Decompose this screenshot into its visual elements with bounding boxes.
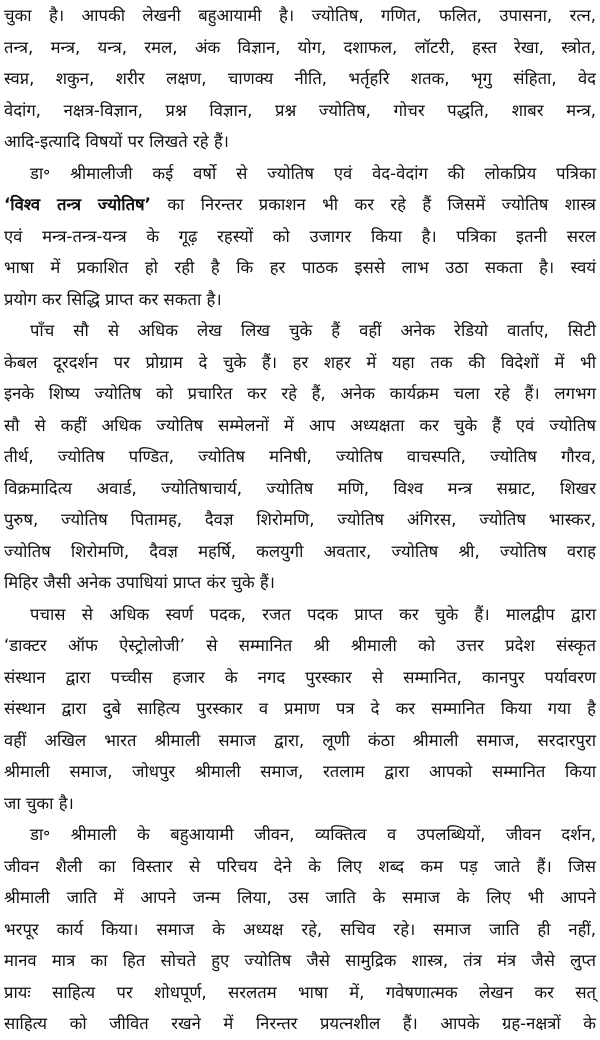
text-line: सौ से कहीं अधिक ज्योतिष सम्मेलनों में आप अध्यक्षता कर चुके हैं एवं ज्योतिष <box>4 415 596 435</box>
document-page <box>4 0 596 1033</box>
text-line: जा चुका है। <box>4 793 74 813</box>
text-line: मानव मात्र का हित सोचते हुए ज्योतिष जैसे सामुद्रिक शास्त्र, तंत्र मंत्र जैसे लुप्त <box>4 951 596 970</box>
text-line: संस्थान द्वारा दुबे साहित्य पुरस्कार व प्रमाण पत्र दे कर सम्मानित किया गया है <box>4 699 596 718</box>
paragraph-1 <box>4 0 596 158</box>
text-line-rest: का निरन्तर प्रकाशन भी कर रहे हैं जिसमें ज्योतिष शास्त्र <box>167 195 596 214</box>
text-line-with-title <box>4 189 596 221</box>
text-line: जीवन शैली का विस्तार से परिचय देने के लिए शब्द कम पड़ जाते हैं। जिस <box>4 856 596 876</box>
text-line: इनके शिष्य ज्योतिष को प्रचारित कर रहे हैं, अनेक कार्यक्रम चला रहे हैं। लगभग <box>4 384 596 403</box>
text-line: प्रायः साहित्य पर शोधपूर्ण, सरलतम भाषा में, गवेषणात्मक लेखन कर सत् <box>4 982 596 1002</box>
text-line: प्रयोग कर सिद्धि प्राप्त कर सकता है। <box>4 289 222 309</box>
text-line: विक्रमादित्य अवार्ड, ज्योतिषाचार्य, ज्योतिष मणि, विश्व मन्त्र सम्राट, शिखर <box>4 478 596 498</box>
text-line: पचास से अधिक स्वर्ण पदक, रजत पदक प्राप्त कर चुके हैं। मालद्वीप द्वारा <box>30 604 596 624</box>
text-line: डा॰ श्रीमाली के बहुआयामी जीवन, व्यक्तित्व व उपलब्धियों, जीवन दर्शन, <box>30 825 596 844</box>
paragraph-5 <box>4 819 596 1040</box>
text-line: श्रीमाली समाज, जोधपुर श्रीमाली समाज, रतलाम द्वारा आपको सम्मानित किया <box>4 762 596 781</box>
text-line: स्वप्न, शकुन, शरीर लक्षण, चाणक्य नीति, भर्तृहरि शतक, भृगु संहिता, वेद <box>4 69 596 88</box>
text-line: पाँच सौ से अधिक लेख लिख चुके हैं वहीं अनेक रेडियो वार्ताए, सिटी <box>30 321 596 340</box>
text-line: ज्योतिष शिरोमणि, दैवज्ञ महर्षि, कलयुगी अवतार, ज्योतिष श्री, ज्योतिष वराह <box>4 541 596 561</box>
paragraph-4 <box>4 599 596 820</box>
text-line: चुका है। आपकी लेखनी बहुआयामी है। ज्योतिष, गणित, फलित, उपासना, रत्न, <box>4 6 596 25</box>
magazine-title: ‘विश्व तन्त्र ज्योतिष’ <box>4 195 151 214</box>
text-line: श्रीमाली जाति में आपने जन्म लिया, उस जाति के समाज के लिए भी आपने <box>4 888 596 907</box>
text-line: संस्थान द्वारा पच्चीस हजार के नगद पुरस्कार से सम्मानित, कानपुर पर्यावरण <box>4 667 596 687</box>
text-line: आदि-इत्यादि विषयों पर लिखते रहे हैं। <box>4 132 229 151</box>
text-line: वेदांग, नक्षत्र-विज्ञान, प्रश्न विज्ञान, प्रश्न ज्योतिष, गोचर पद्धति, शाबर मन्त्र, <box>4 100 596 120</box>
text-line: डा॰ श्रीमालीजी कई वर्षो से ज्योतिष एवं वेद-वेदांग की लोकप्रिय पत्रिका <box>30 163 596 183</box>
text-line: साहित्य को जीवित रखने में निरन्तर प्रयत्नशील हैं। आपके ग्रह-नक्षत्रों के <box>4 1014 596 1033</box>
text-line: एवं मन्त्र-तन्त्र-यन्त्र के गूढ़ रहस्यों को उजागर किया है। पत्रिका इतनी सरल <box>4 226 596 246</box>
text-line: ‘डाक्टर ऑफ ऐस्ट्रोलोजी’ से सम्मानित श्री श्रीमाली को उत्तर प्रदेश संस्कृत <box>4 636 596 655</box>
text-line: वहीं अखिल भारत श्रीमाली समाज द्वारा, लूणी कंठा श्रीमाली समाज, सरदारपुरा <box>4 730 596 750</box>
paragraph-2 <box>4 158 596 316</box>
text-line: तीर्थ, ज्योतिष पण्डित, ज्योतिष मनिषी, ज्योतिष वाचस्पति, ज्योतिष गौरव, <box>4 447 596 466</box>
text-line: भरपूर कार्य किया। समाज के अध्यक्ष रहे, सचिव रहे। समाज जाति ही नहीं, <box>4 919 596 939</box>
paragraph-3 <box>4 315 596 599</box>
text-line: केबल दूरदर्शन पर प्रोग्राम दे चुके हैं। हर शहर में यहा तक की विदेशों में भी <box>4 352 596 372</box>
text-line: मिहिर जैसी अनेक उपाधियां प्राप्त कंर चुके हैं। <box>4 573 275 592</box>
text-line: तन्त्र, मन्त्र, यन्त्र, रमल, अंक विज्ञान, योग, दशाफल, लॉटरी, हस्त रेखा, स्त्रोत, <box>4 37 596 57</box>
text-line: भाषा में प्रकाशित हो रही है कि हर पाठक इससे लाभ उठा सकता है। स्वयं <box>4 258 596 277</box>
text-line: पुरुष, ज्योतिष पितामह, दैवज्ञ शिरोमणि, ज्योतिष अंगिरस, ज्योतिष भास्कर, <box>4 510 596 529</box>
